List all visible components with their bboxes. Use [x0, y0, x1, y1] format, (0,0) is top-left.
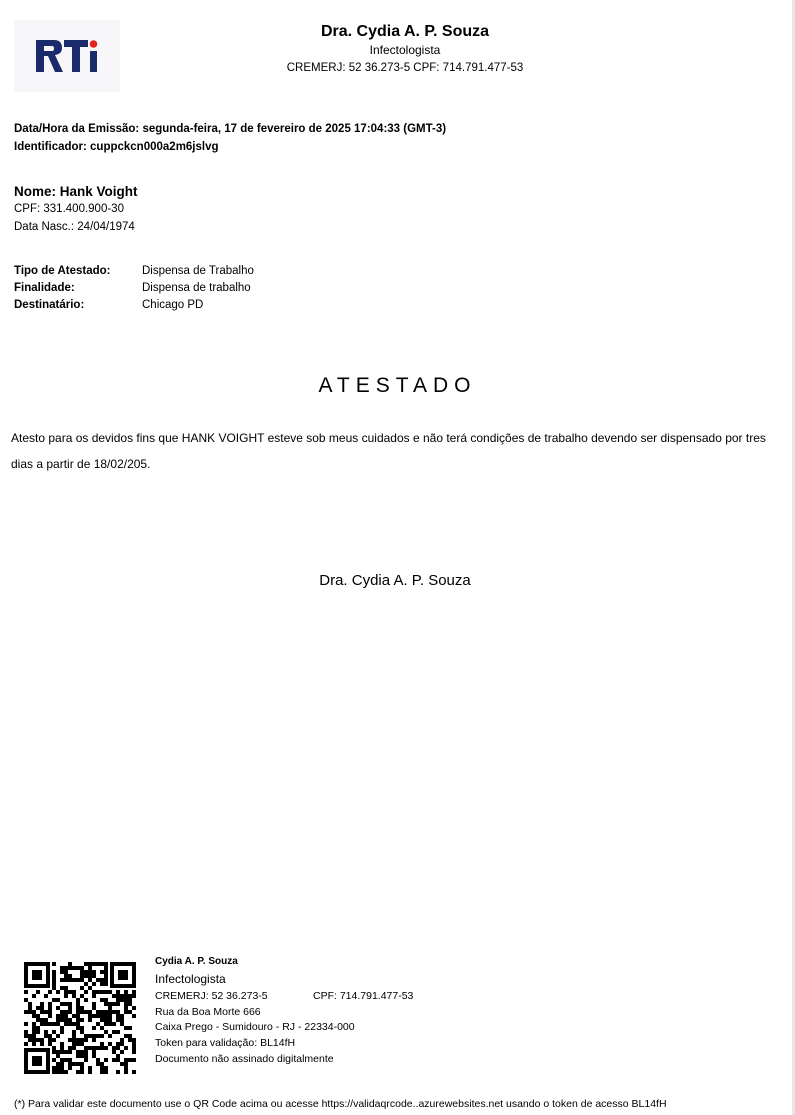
footer-doctor-name: Cydia A. P. Souza	[155, 956, 238, 967]
detail-label: Finalidade:	[14, 282, 75, 294]
footer-signature-note: Documento não assinado digitalmente	[155, 1053, 334, 1065]
rti-logo-icon	[36, 38, 98, 74]
detail-value: Dispensa de trabalho	[142, 282, 251, 294]
detail-value: Dispensa de Trabalho	[142, 265, 254, 277]
detail-label: Tipo de Atestado:	[14, 265, 111, 277]
qr-code-icon	[24, 962, 136, 1074]
patient-birthdate: Data Nasc.: 24/04/1974	[14, 221, 135, 233]
emission-identifier: Identificador: cuppckcn000a2m6jslvg	[14, 141, 219, 153]
validation-note: (*) Para validar este documento use o QR Code acima ou acesse https://validaqrcode..azurewebsites.net usando o token de acesso BL14fH	[14, 1098, 667, 1110]
clinic-logo	[14, 20, 120, 92]
header-registration: CREMERJ: 52 36.273-5 CPF: 714.791.477-53	[286, 62, 524, 74]
document-body: Atesto para os devidos fins que HANK VOIGHT esteve sob meus cuidados e não terá condições de trabalho devendo ser dispensado por tres dias a partir de 18/02/205.	[11, 431, 766, 471]
footer-token: Token para validação: BL14fH	[155, 1037, 296, 1049]
document-title: ATESTADO	[318, 374, 477, 397]
emission-datetime: Data/Hora da Emissão: segunda-feira, 17 de fevereiro de 2025 17:04:33 (GMT-3)	[14, 123, 447, 135]
signature-name: Dra. Cydia A. P. Souza	[319, 572, 471, 589]
footer-address-line2: Caixa Prego - Sumidouro - RJ - 22334-000	[155, 1021, 355, 1033]
footer-crm: CREMERJ: 52 36.273-5	[155, 990, 268, 1002]
patient-cpf: CPF: 331.400.900-30	[14, 203, 124, 215]
patient-name: Nome: Hank Voight	[14, 184, 138, 199]
header-specialty: Infectologista	[369, 43, 441, 57]
footer-specialty: Infectologista	[155, 972, 226, 986]
footer-cpf: CPF: 714.791.477-53	[313, 990, 414, 1002]
detail-value: Chicago PD	[142, 299, 204, 311]
footer-address-line1: Rua da Boa Morte 666	[155, 1006, 261, 1018]
header-doctor-name: Dra. Cydia A. P. Souza	[320, 23, 490, 40]
detail-label: Destinatário:	[14, 299, 85, 311]
